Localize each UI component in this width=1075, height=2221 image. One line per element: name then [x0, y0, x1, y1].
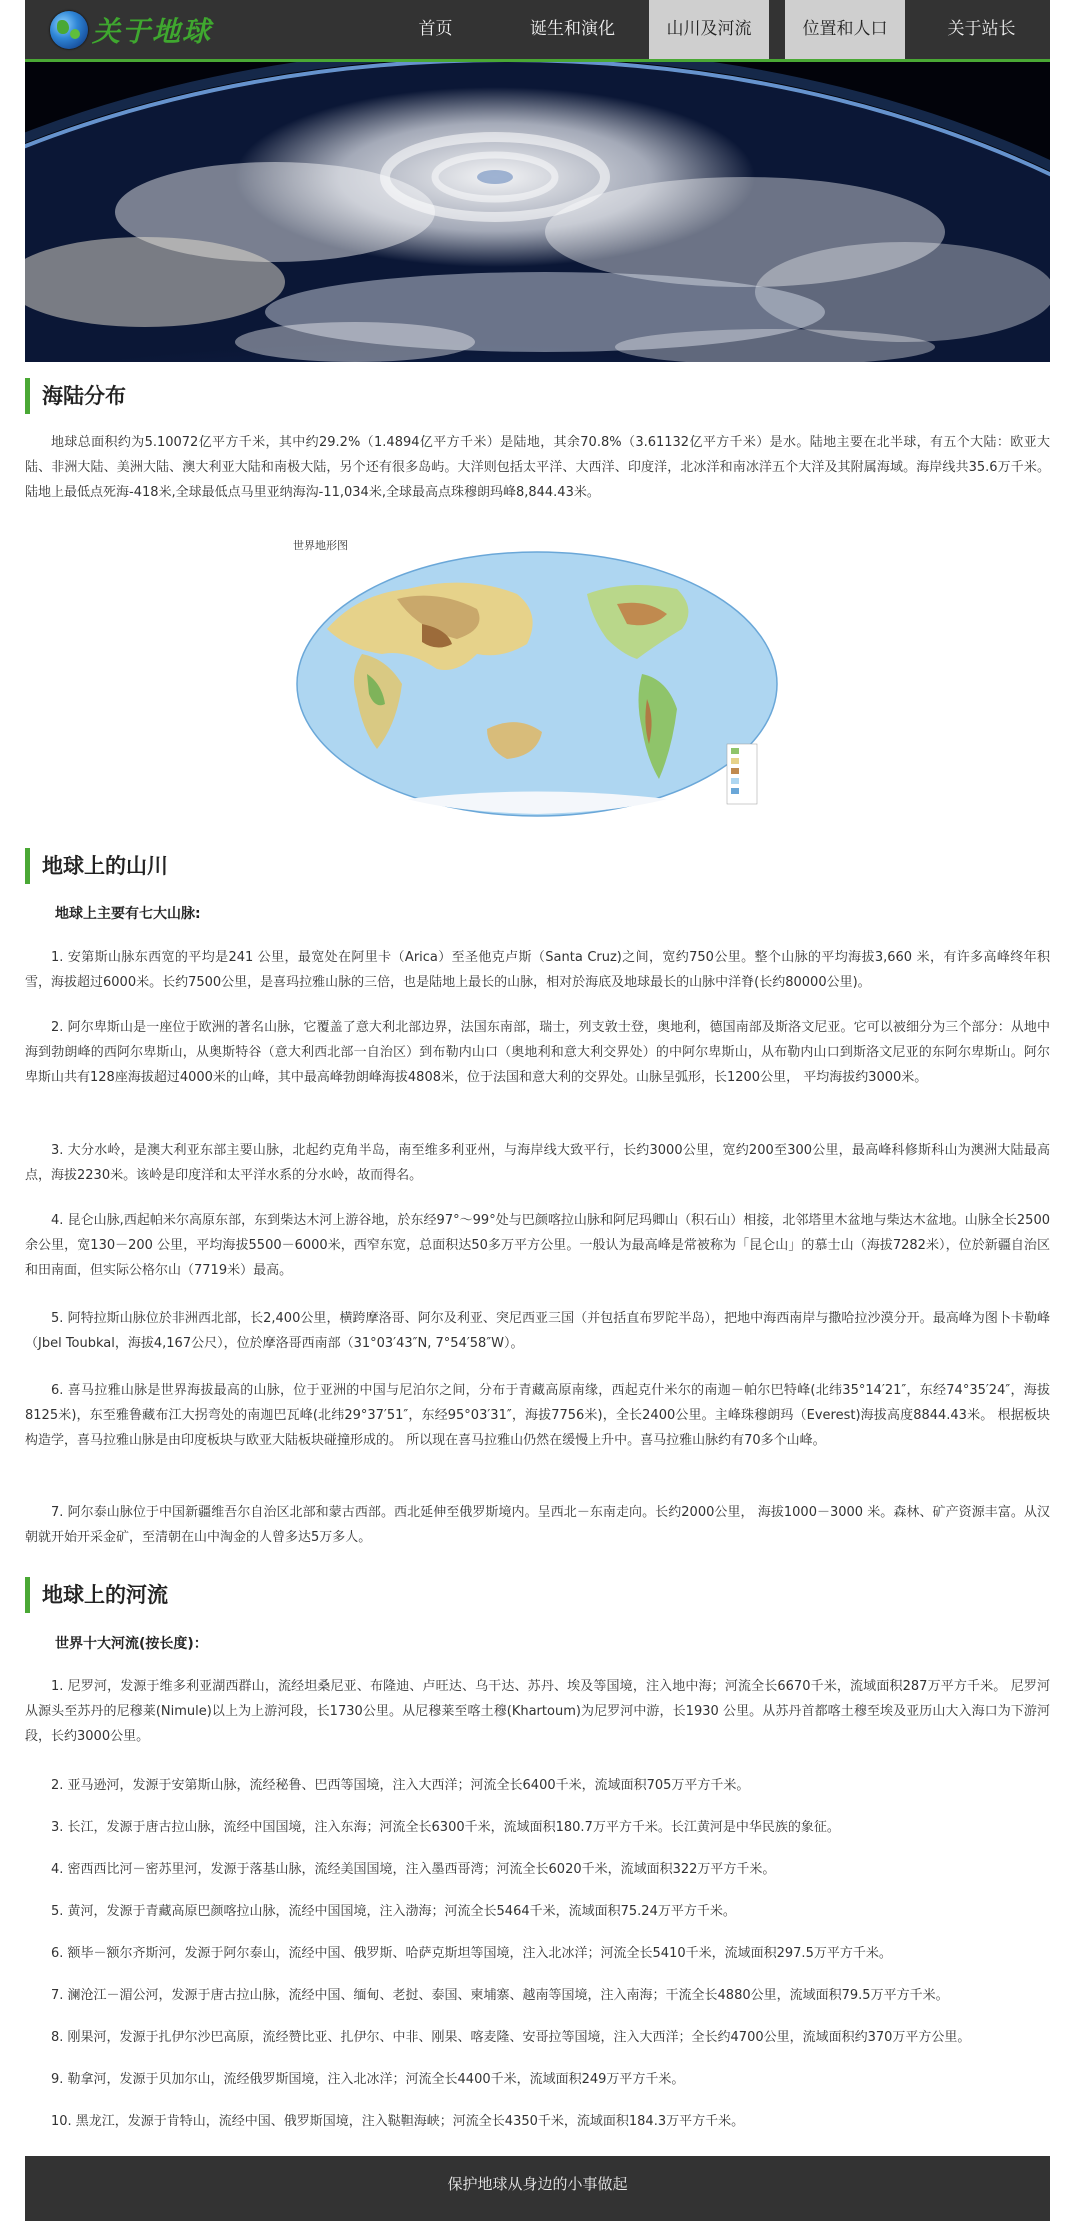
river-item: 1. 尼罗河，发源于维多利亚湖西群山，流经坦桑尼亚、布隆迪、卢旺达、乌干达、苏丹、埃及等国境，注入地中海；河流全长6670千米，流域面积287万平方千米。 尼罗河从源头至苏丹的尼穆莱(Nimule)以上为上游河段，长1730公里。从尼穆莱至喀土穆(Khartoum)为尼罗河中游，长1930 公里。从苏丹首都喀土穆至埃及亚历山大入海口为下游河段，长约3000公里。 — [25, 1679, 1050, 1744]
nav-item-origin[interactable]: 诞生和演化 — [530, 19, 615, 39]
earth-banner-image — [25, 62, 1050, 362]
river-item: 10. 黑龙江，发源于肯特山，流经中国、俄罗斯国境，注入鞑靼海峡；河流全长4350千米，流域面积184.3万平方千米。 — [51, 2114, 745, 2129]
river-item: 3. 长江，发源于唐古拉山脉，流经中国国境，注入东海；河流全长6300千米，流域面积180.7万平方千米。长江黄河是中华民族的象征。 — [51, 1820, 840, 1835]
mountain-item: 6. 喜马拉雅山脉是世界海拔最高的山脉，位于亚洲的中国与尼泊尔之间，分布于青藏高原南缘，西起克什米尔的南迦－帕尔巴特峰(北纬35°14′21″，东经74°35′24″，海拔8125米)，东至雅鲁藏布江大拐弯处的南迦巴瓦峰(北纬29°37′51″，东经95°03′31″，海拔7756米)，全长2400公里。主峰珠穆朗玛（Everest)海拔高度8844.43米。 根据板块构造学，喜马拉雅山脉是由印度板块与欧亚大陆板块碰撞形成的。 所以现在喜马拉雅山仍然在缓慢上升中。喜马拉雅山脉约有70多个山峰。 — [25, 1383, 1050, 1448]
globe-icon — [50, 11, 88, 49]
river-item: 4. 密西西比河－密苏里河，发源于落基山脉，流经美国国境，注入墨西哥湾；河流全长6020千米，流域面积322万平方千米。 — [51, 1862, 776, 1877]
section-title-rivers: 地球上的河流 — [25, 1577, 168, 1613]
mountain-item: 1. 安第斯山脉东西宽的平均是241 公里，最宽处在阿里卡（Arica）至圣他克卢斯（Santa Cruz)之间，宽约750公里。整个山脉的平均海拔3,660 米，有许多高峰终年积雪，海拔超过6000米。长约7500公里，是喜玛拉雅山脉的三倍，也是陆地上最长的山脉，相对於海底及地球最长的山脉中洋脊(长约80000公里)。 — [25, 950, 1050, 990]
mountain-item: 5. 阿特拉斯山脉位於非洲西北部，长2,400公里，横跨摩洛哥、阿尔及利亚、突尼西亚三国（并包括直布罗陀半岛），把地中海西南岸与撒哈拉沙漠分开。最高峰为图卜卡勒峰（Jbel Toubkal，海拔4,167公尺），位於摩洛哥西南部（31°03′43″N, 7°54′58″W）。 — [25, 1311, 1050, 1351]
section-title-mountains: 地球上的山川 — [25, 848, 168, 884]
mountain-item: 3. 大分水岭，是澳大利亚东部主要山脉，北起约克角半岛，南至维多利亚州，与海岸线大致平行，长约3000公里，宽约200至300公里，最高峰科修斯科山为澳洲大陆最高点，海拔2230米。该岭是印度洋和太平洋水系的分水岭，故而得名。 — [25, 1143, 1050, 1183]
page-container — [25, 0, 1050, 2193]
land-sea-paragraph: 地球总面积约为5.10072亿平方千米，其中约29.2%（1.4894亿平方千米）是陆地，其余70.8%（3.61132亿平方千米）是水。陆地主要在北半球，有五个大陆：欧亚大陆、非洲大陆、美洲大陆、澳大利亚大陆和南极大陆，另个还有很多岛屿。大洋则包括太平洋、大西洋、印度洋，北冰洋和南冰洋五个大洋及其附属海域。海岸线共35.6万千米。陆地上最低点死海-418米,全球最低点马里亚纳海沟-11,034米,全球最高点珠穆朗玛峰8,844.43米。 — [25, 435, 1050, 500]
river-item: 7. 澜沧江－湄公河，发源于唐古拉山脉，流经中国、缅甸、老挝、泰国、柬埔寨、越南等国境，注入南海；干流全长4880公里，流域面积79.5万平方千米。 — [51, 1988, 949, 2003]
site-header — [25, 0, 1050, 62]
river-item: 8. 刚果河，发源于扎伊尔沙巴高原，流经赞比亚、扎伊尔、中非、刚果、喀麦隆、安哥拉等国境，注入大西洋；全长约4700公里，流域面积约370万平方公里。 — [51, 2030, 971, 2045]
mountain-item: 2. 阿尔卑斯山是一座位于欧洲的著名山脉，它覆盖了意大利北部边界，法国东南部，瑞士，列支敦士登，奥地利，德国南部及斯洛文尼亚。它可以被细分为三个部分：从地中海到勃朗峰的西阿尔卑斯山，从奥斯特谷（意大利西北部一自治区）到布勒内山口（奥地利和意大利交界处）的中阿尔卑斯山，从布勒内山口到斯洛文尼亚的东阿尔卑斯山。阿尔卑斯山共有128座海拔超过4000米的山峰，其中最高峰勃朗峰海拔4808米，位于法国和意大利的交界处。山脉呈弧形，长1200公里， 平均海拔约3000米。 — [25, 1020, 1050, 1085]
river-item: 5. 黄河，发源于青藏高原巴颜喀拉山脉，流经中国国境，注入渤海；河流全长5464千米，流域面积75.24万平方千米。 — [51, 1904, 736, 1919]
logo-text: 关于地球 — [92, 15, 213, 48]
rivers-subhead: 世界十大河流(按长度)： — [55, 1636, 208, 1652]
site-footer: 保护地球从身边的小事做起 — [25, 2156, 1050, 2221]
nav-item-home[interactable]: 首页 — [418, 19, 453, 39]
nav-item-about[interactable]: 关于站长 — [947, 19, 1016, 39]
mountains-subhead: 地球上主要有七大山脉: — [55, 906, 201, 922]
nav-item-location-population[interactable]: 位置和人口 — [785, 0, 905, 59]
nav-item-mountains-rivers[interactable]: 山川及河流 — [649, 0, 769, 59]
main-nav — [367, 0, 1050, 59]
world-terrain-map-image — [287, 534, 787, 824]
map-title: 世界地形图 — [293, 539, 348, 552]
section-title-land-sea: 海陆分布 — [25, 378, 126, 414]
mountain-item: 7. 阿尔泰山脉位于中国新疆维吾尔自治区北部和蒙古西部。西北延伸至俄罗斯境内。呈西北－东南走向。长约2000公里， 海拔1000－3000 米。森林、矿产资源丰富。从汉朝就开始开采金矿，至清朝在山中淘金的人曾多达5万多人。 — [25, 1505, 1050, 1545]
river-item: 6. 额毕－额尔齐斯河，发源于阿尔泰山，流经中国、俄罗斯、哈萨克斯坦等国境，注入北冰洋；河流全长5410千米，流域面积297.5万平方千米。 — [51, 1946, 892, 1961]
river-item: 9. 勒拿河，发源于贝加尔山，流经俄罗斯国境，注入北冰洋；河流全长4400千米，流域面积249万平方千米。 — [51, 2072, 685, 2087]
mountain-item: 4. 昆仑山脉,西起帕米尔高原东部，东到柴达木河上游谷地，於东经97°～99°处与巴颜喀拉山脉和阿尼玛卿山（积石山）相接，北邻塔里木盆地与柴达木盆地。山脉全长2500余公里，宽130－200 公里，平均海拔5500－6000米，西窄东宽，总面积达50多万平方公里。一般认为最高峰是常被称为「昆仑山」的慕士山（海拔7282米），位於新疆自治区和田南面，但实际公格尔山（7719米）最高。 — [25, 1213, 1050, 1278]
site-logo[interactable] — [50, 10, 212, 50]
river-item: 2. 亚马逊河，发源于安第斯山脉，流经秘鲁、巴西等国境，注入大西洋；河流全长6400千米，流域面积705万平方千米。 — [51, 1778, 750, 1793]
